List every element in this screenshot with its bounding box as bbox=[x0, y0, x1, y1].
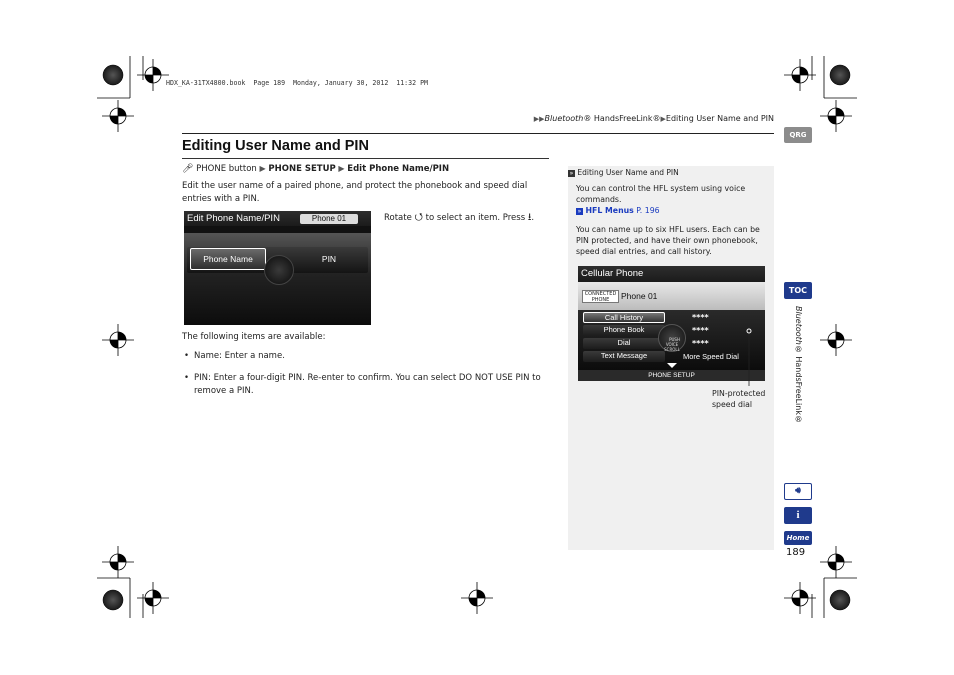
rotate-middle: to select an item. Press bbox=[425, 213, 526, 223]
sidebar-title-text: Editing User Name and PIN bbox=[577, 168, 679, 177]
item-desc: Enter a name. bbox=[224, 351, 285, 361]
row-label: Dial bbox=[617, 338, 631, 347]
down-arrow-icon bbox=[667, 363, 677, 368]
print-info: HDX_KA-31TX4800.book Page 189 Monday, January 30, 2012 11:32 PM bbox=[166, 79, 429, 87]
side-label-italic: Bluetooth bbox=[794, 306, 803, 345]
annotation-text: PIN-protected speed dial bbox=[712, 389, 766, 409]
menu-row-dial[interactable] bbox=[583, 338, 665, 349]
nav-path bbox=[182, 164, 449, 174]
link-page[interactable]: P. 196 bbox=[636, 206, 660, 215]
qrg-tab[interactable] bbox=[784, 127, 812, 143]
sidebar-para1-text: You can control the HFL system using voice commands. bbox=[576, 184, 746, 204]
nav-button: PHONE button bbox=[196, 164, 257, 174]
bullet-dot: • bbox=[184, 351, 190, 361]
screen1-header-text: Edit Phone Name/PIN bbox=[187, 213, 280, 224]
info-tab[interactable] bbox=[784, 507, 812, 524]
screen-cellular-phone bbox=[578, 266, 765, 381]
screen1-knob bbox=[264, 255, 294, 285]
item-desc2: to remove a PIN. bbox=[194, 373, 541, 396]
row-label: Text Message bbox=[600, 351, 648, 360]
pin-option[interactable] bbox=[304, 249, 354, 269]
home-tab[interactable] bbox=[784, 531, 812, 545]
qrg-tab-text: QRG bbox=[789, 131, 807, 139]
row-value: **** bbox=[692, 326, 709, 335]
triangle-icon: ▶ bbox=[338, 164, 345, 173]
screen-edit-phone-name bbox=[184, 211, 371, 325]
page-number: 189 bbox=[786, 547, 806, 558]
knob-text: PUSH VOICE SCROLL bbox=[664, 337, 680, 352]
rotate-after: . bbox=[531, 213, 535, 223]
connected-text: CONNECTED PHONE bbox=[584, 291, 617, 303]
bullet-dot: • bbox=[184, 373, 190, 383]
row-label: Phone Book bbox=[603, 325, 645, 334]
menu-row-call-history[interactable] bbox=[583, 312, 665, 323]
menu-row-text-message[interactable] bbox=[583, 351, 665, 362]
note-icon: » bbox=[569, 169, 574, 177]
screen2-header-text: Cellular Phone bbox=[581, 268, 644, 279]
rotate-instruction bbox=[384, 210, 534, 227]
menu-row-phone-book[interactable] bbox=[583, 325, 665, 336]
screen1-tag bbox=[300, 214, 358, 224]
side-label-text: ® HandsFreeLink® bbox=[794, 344, 803, 424]
list-item bbox=[184, 372, 552, 398]
nav-step1: PHONE SETUP bbox=[268, 164, 336, 174]
sidebar-title bbox=[568, 168, 679, 177]
triangle-icon: ▶ bbox=[660, 115, 666, 123]
rotate-before: Rotate bbox=[384, 213, 412, 223]
screen1-tag-text: Phone 01 bbox=[311, 214, 347, 223]
screen2-footer bbox=[578, 370, 765, 381]
phone-name-label: Phone Name bbox=[203, 254, 253, 264]
triangle-icon: ▶ bbox=[259, 164, 266, 173]
toc-tab-text: TOC bbox=[788, 286, 808, 295]
triangle-icon: ▶▶ bbox=[533, 115, 545, 123]
screen2-header bbox=[578, 266, 765, 282]
intro-text: Edit the user name of a paired phone, and protect the phonebook and speed dial entries with a PIN. bbox=[182, 181, 528, 204]
pin-label: PIN bbox=[321, 254, 337, 264]
home-tab-text: Home bbox=[786, 534, 810, 542]
voice-icon: 🎤︎ bbox=[182, 164, 194, 174]
press-knob-icon: ⭳︎ bbox=[527, 212, 532, 223]
row-value: **** bbox=[692, 313, 709, 322]
breadcrumb bbox=[534, 114, 774, 123]
row-label: Call History bbox=[604, 313, 644, 322]
screen2-footer-text: PHONE SETUP bbox=[648, 372, 695, 379]
sidebar-para1 bbox=[576, 183, 768, 205]
sidebar-para2 bbox=[576, 224, 768, 257]
title-divider bbox=[182, 158, 549, 159]
connected-badge bbox=[582, 290, 619, 303]
rotate-knob-icon: ⭯︎ bbox=[414, 212, 423, 223]
breadcrumb-part3: Editing User Name and PIN bbox=[665, 114, 774, 123]
screen2-phone-text: Phone 01 bbox=[621, 291, 658, 301]
item-term2: DO NOT USE PIN bbox=[458, 373, 530, 383]
link-text[interactable]: HFL Menus bbox=[585, 206, 634, 215]
phone-name-option[interactable] bbox=[190, 248, 266, 270]
section-side-label bbox=[794, 306, 803, 424]
row-value[interactable]: More Speed Dial bbox=[683, 352, 739, 361]
sidebar-link[interactable] bbox=[576, 205, 768, 216]
callout-line bbox=[742, 328, 762, 388]
page-title: Editing User Name and PIN bbox=[182, 138, 369, 154]
toc-tab[interactable] bbox=[784, 282, 812, 299]
row-value: **** bbox=[692, 339, 709, 348]
item-term: PIN: bbox=[194, 373, 211, 383]
link-arrow-icon: » bbox=[577, 207, 582, 215]
list-item bbox=[184, 350, 552, 363]
annotation-pin-speed-dial bbox=[712, 388, 772, 410]
breadcrumb-part1: Bluetooth bbox=[544, 114, 584, 123]
top-divider bbox=[182, 133, 774, 134]
screen2-knob bbox=[658, 324, 686, 352]
available-heading: The following items are available: bbox=[182, 332, 326, 342]
breadcrumb-part2: ® HandsFreeLink® bbox=[583, 114, 661, 123]
info-icon: i bbox=[796, 509, 800, 521]
voice-command-icon: 🔊︎ bbox=[795, 486, 801, 496]
item-term: Name: bbox=[194, 351, 222, 361]
sidebar-para2-text: You can name up to six HFL users. Each can be PIN protected, and have their own phonebook, speed dial entries, and call history. bbox=[576, 225, 760, 256]
item-desc: Enter a four-digit PIN. Re-enter to confirm. You can select bbox=[213, 373, 457, 383]
screen2-phone-name bbox=[621, 291, 657, 301]
voice-command-tab[interactable] bbox=[784, 483, 812, 500]
nav-step2: Edit Phone Name/PIN bbox=[347, 164, 450, 174]
